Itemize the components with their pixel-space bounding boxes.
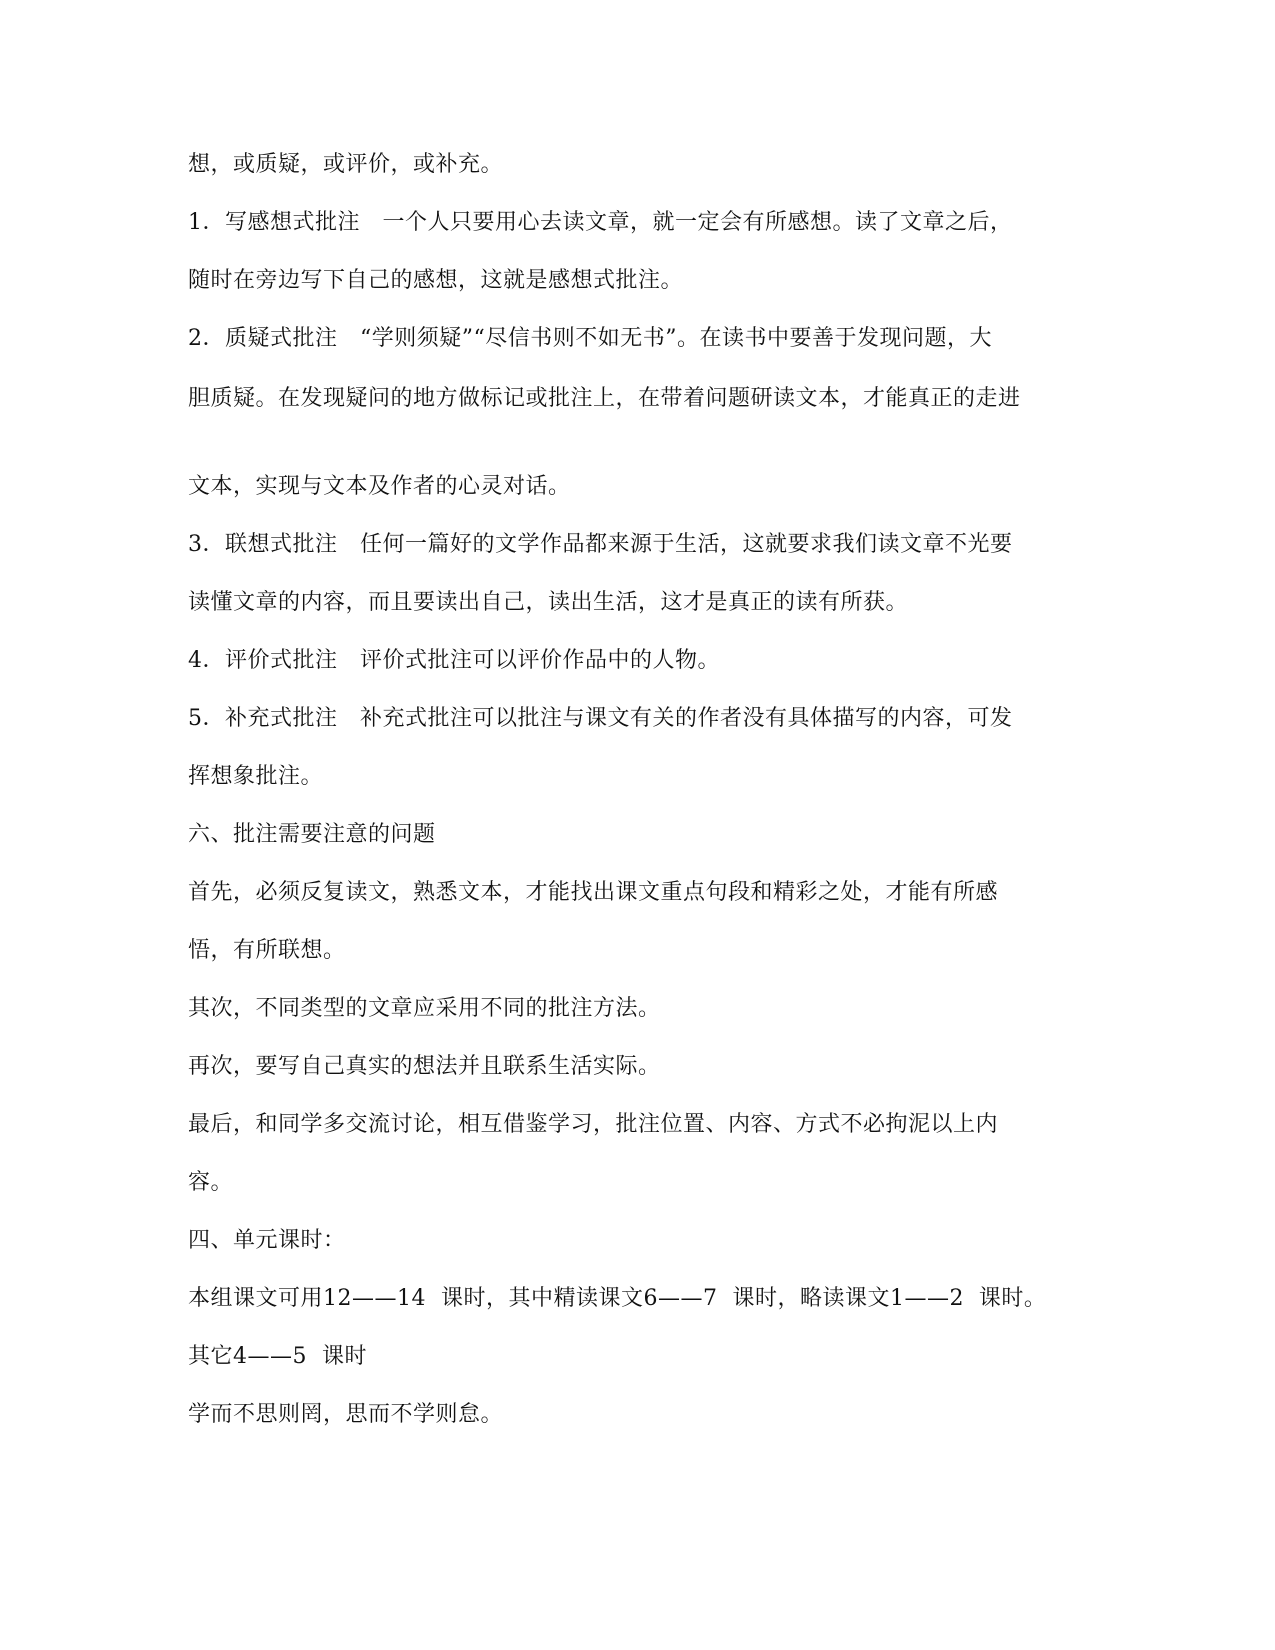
text-line-14: 悟，有所联想。 [188,938,346,963]
text-line-1: 想，或质疑，或评价，或补充。 [188,152,504,177]
section-heading-2: 四、单元课时： [188,1228,346,1253]
text-line-18: 容。 [188,1170,234,1195]
text-line-21: 其它4——5 课时 [188,1344,367,1369]
text-line-6: 文本，实现与文本及作者的心灵对话。 [188,474,571,499]
text-line-7: 3．联想式批注 任何一篇好的文学作品都来源于生活，这就要求我们读文章不光要 [188,532,1013,557]
text-line-20: 本组课文可用12——14 课时，其中精读课文6——7 课时，略读课文1——2 课时。 [188,1286,1047,1311]
text-line-3: 随时在旁边写下自己的感想，这就是感想式批注。 [188,268,684,293]
text-line-5: 胆质疑。在发现疑问的地方做标记或批注上，在带着问题研读文本，才能真正的走进 [188,386,1021,411]
text-line-9: 4．评价式批注 评价式批注可以评价作品中的人物。 [188,648,720,673]
text-line-15: 其次，不同类型的文章应采用不同的批注方法。 [188,996,661,1021]
text-line-11: 挥想象批注。 [188,764,324,789]
section-heading: 六、批注需要注意的问题 [188,822,436,847]
text-line-13: 首先，必须反复读文，熟悉文本，才能找出课文重点句段和精彩之处，才能有所感 [188,880,999,905]
text-line-8: 读懂文章的内容，而且要读出自己，读出生活，这才是真正的读有所获。 [188,590,909,615]
closing-quote: 学而不思则罔，思而不学则怠。 [188,1402,504,1427]
text-line-16: 再次，要写自己真实的想法并且联系生活实际。 [188,1054,661,1079]
text-line-17: 最后，和同学多交流讨论，相互借鉴学习，批注位置、内容、方式不必拘泥以上内 [188,1112,999,1137]
text-line-2: 1．写感想式批注 一个人只要用心去读文章，就一定会有所感想。读了文章之后， [188,210,1013,235]
text-line-10: 5．补充式批注 补充式批注可以批注与课文有关的作者没有具体描写的内容，可发 [188,706,1013,731]
text-line-4: 2．质疑式批注 “学则须疑”“尽信书则不如无书”。在读书中要善于发现问题，大 [188,326,992,351]
